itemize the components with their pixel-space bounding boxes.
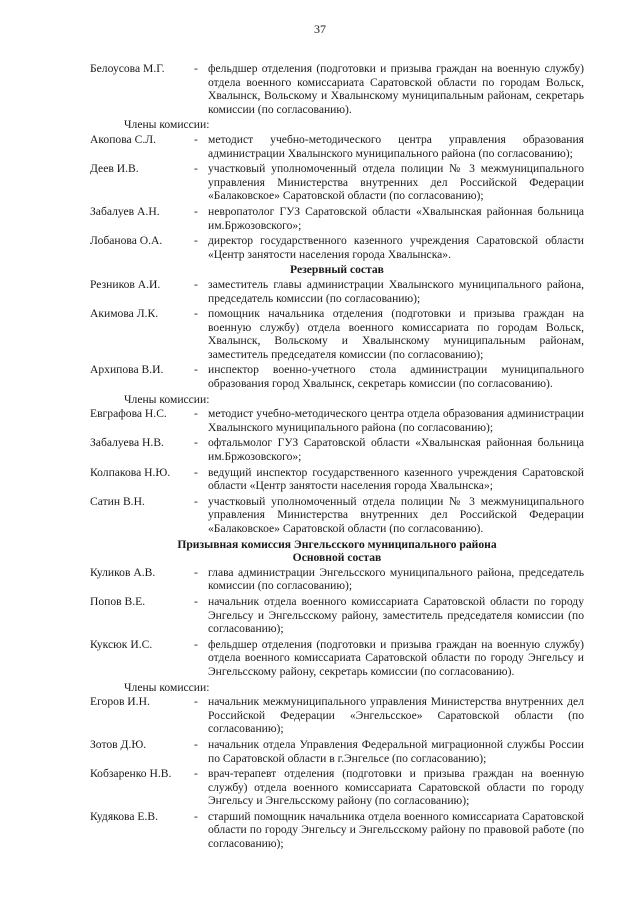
person-name: Акопова С.Л. [90, 132, 156, 146]
entry-leader [90, 363, 584, 390]
person-position: ведущий инспектор государственного казенного учреждения Саратовской области «Центр занятости населения города Хвалынска»; [208, 465, 584, 493]
person-position: глава администрации Энгельсского муниципального района, председатель комиссии (по согласованию); [208, 565, 584, 593]
person-name: Забалуева Н.В. [90, 436, 164, 450]
section-heading-reserve: Резервный состав [290, 263, 384, 277]
person-position: начальник межмуниципального управления Министерства внутренних дел Российской Федерации «Энгельсское» Саратовской области (по согласованию); [208, 695, 584, 736]
person-position: методист учебно-методического центра отдела образования администрации Хвалынского муниципального района (по согласованию); [208, 407, 584, 434]
person-name: Сатин В.Н. [90, 494, 145, 508]
entry-member [90, 133, 584, 160]
dash-separator: - [194, 436, 198, 450]
dash-separator: - [194, 234, 198, 248]
person-position: участковый уполномоченный отдела полиции № 3 межмуниципального управления Министерства внутренних дел Российской Федерации «Балаковское» Саратовской области (по согласованию); [208, 162, 584, 203]
person-name: Резников А.И. [90, 277, 161, 291]
person-position: фельдшер отделения (подготовки и призыва граждан на военную службу) отдела военного комиссариата Саратовской области по городу Энгельсу и Энгельсскому району, секретарь комиссии (по согласованию). [208, 637, 584, 678]
dash-separator: - [194, 809, 198, 823]
entry-member [90, 205, 584, 232]
person-name: Егоров И.Н. [90, 695, 150, 709]
person-position: помощник начальника отделения (подготовки и призыва граждан на военную службу) отдела военного комиссариата по городам Вольск, Хвалынск, Вольскому и Хвалынскому муниципальным районам, заместитель председателя комиссии (по согласованию); [208, 307, 584, 361]
person-name: Попов В.Е. [90, 594, 146, 608]
members-label: Члены комиссии: [124, 118, 210, 132]
person-name: Белоусова М.Г. [90, 62, 165, 75]
entry-leader [90, 278, 584, 305]
entry-leader [90, 638, 584, 679]
person-name: Кудякова Е.В. [90, 809, 158, 823]
person-name: Архипова В.И. [90, 363, 164, 377]
entry-member [90, 466, 584, 493]
entry-leader [90, 566, 584, 593]
person-name: Лобанова О.А. [90, 234, 163, 248]
section-heading-engels: Призывная комиссия Энгельсского муниципального района [177, 537, 497, 551]
entry-member [90, 695, 584, 736]
entry-member [90, 495, 584, 536]
entry-member [90, 810, 584, 851]
person-position: заместитель главы администрации Хвалынского муниципального района, председатель комиссии (по согласованию); [208, 277, 584, 305]
person-name: Колпакова Н.Ю. [90, 465, 171, 479]
entry-member [90, 436, 584, 463]
entry-member [90, 767, 584, 808]
section-subheading-main: Основной состав [292, 551, 382, 565]
person-name: Деев И.В. [90, 162, 139, 176]
entry-member [90, 162, 584, 203]
dash-separator: - [194, 737, 198, 751]
dash-separator: - [194, 407, 198, 421]
dash-separator: - [194, 62, 198, 75]
person-position: невропатолог ГУЗ Саратовской области «Хвалынская районная больница им.Бржозовского»; [208, 204, 584, 232]
entry-secretary [90, 62, 584, 116]
person-position: начальник отдела Управления Федеральной миграционной службы России по Саратовской области в г.Энгельсе (по согласованию); [208, 737, 584, 765]
person-position: участковый уполномоченный отдела полиции № 3 межмуниципального управления Министерства внутренних дел Российской Федерации «Балаковское» Саратовской области (по согласованию). [208, 494, 584, 535]
person-name: Забалуев А.Н. [90, 204, 160, 218]
dash-separator: - [194, 494, 198, 508]
person-position: врач-терапевт отделения (подготовки и призыва граждан на военную службу) отдела военного комиссариата Саратовской области по городу Энгельсу и Энгельсскому району (по согласованию); [208, 767, 584, 808]
person-position: старший помощник начальника отдела военного комиссариата Саратовской области по городу Энгельсу и Энгельсскому району по правовой работе (по согласованию); [208, 809, 584, 851]
dash-separator: - [194, 204, 198, 218]
person-name: Евграфова Н.С. [90, 407, 167, 421]
dash-separator: - [194, 162, 198, 176]
person-name: Кобзаренко Н.В. [90, 767, 172, 781]
page-number: 37 [314, 22, 326, 36]
entry-leader [90, 307, 584, 361]
document-body [90, 62, 584, 853]
person-name: Зотов Д.Ю. [90, 737, 147, 751]
members-label: Члены комиссии: [124, 680, 210, 694]
entry-member [90, 407, 584, 434]
person-position: начальник отдела военного комиссариата Саратовской области по городу Энгельсу и Энгельсскому району, заместитель председателя комиссии (по согласованию); [208, 594, 584, 636]
dash-separator: - [194, 594, 198, 608]
entry-member [90, 234, 584, 261]
person-position: офтальмолог ГУЗ Саратовской области «Хвалынская районная больница им.Бржозовского»; [208, 436, 584, 464]
entry-leader [90, 595, 584, 636]
dash-separator: - [194, 565, 198, 579]
dash-separator: - [194, 767, 198, 781]
dash-separator: - [194, 363, 198, 377]
person-name: Куксюк И.С. [90, 637, 153, 651]
dash-separator: - [194, 132, 198, 146]
person-name: Акимова Л.К. [90, 307, 159, 321]
person-position: методист учебно-методического центра управления образования администрации Хвалынского муниципального района (по согласованию); [208, 132, 584, 160]
person-position: фельдшер отделения (подготовки и призыва граждан на военную службу) отдела военного комиссариата Саратовской области по городам Вольск, Хвалынск, Вольскому и Хвалынскому муниципальным районам, секретарь комиссии (по согласованию). [208, 62, 584, 116]
dash-separator: - [194, 695, 198, 709]
dash-separator: - [194, 637, 198, 651]
members-label: Члены комиссии: [124, 392, 210, 406]
person-name: Куликов А.В. [90, 565, 156, 579]
dash-separator: - [194, 465, 198, 479]
dash-separator: - [194, 277, 198, 291]
entry-member [90, 738, 584, 765]
person-position: инспектор военно-учетного стола администрации муниципального образования город Хвалынск, секретарь комиссии (по согласованию). [208, 363, 584, 391]
dash-separator: - [194, 307, 198, 321]
person-position: директор государственного казенного учреждения Саратовской области «Центр занятости населения города Хвалынска». [208, 234, 584, 261]
